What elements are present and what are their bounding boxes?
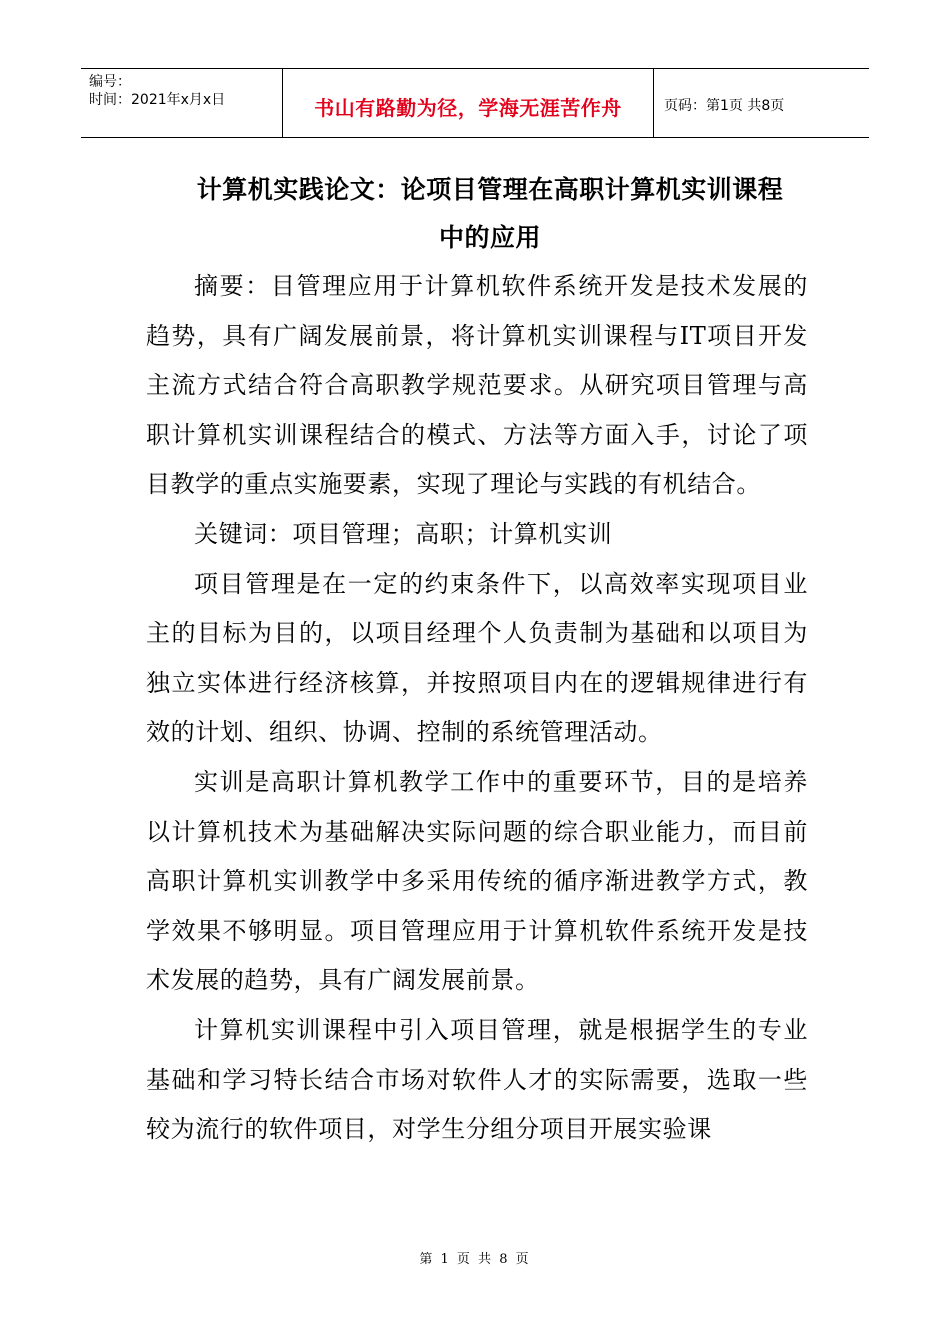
doc-title-line2: 中的应用 bbox=[438, 223, 541, 252]
header-table bbox=[81, 68, 869, 138]
header-meta-cell bbox=[81, 69, 283, 137]
page-footer: 第 1 页 共 8 页 bbox=[419, 1252, 531, 1267]
number-label: 编号： bbox=[89, 74, 131, 90]
keywords-paragraph: 关键词：项目管理；高职；计算机实训 bbox=[194, 519, 613, 548]
abstract-paragraph: 摘要：目管理应用于计算机软件系统开发是技术发展的趋势，具有广阔发展前景，将计算机实训课程与IT项目开发主流方式结合符合高职教学规范要求。从研究项目管理与高职计算机实训课程结合的模式、方法等方面入手，讨论了项目教学的重点实施要素，实现了理论与实践的有机结合。 bbox=[146, 272, 808, 499]
body-paragraph: 计算机实训课程中引入项目管理，就是根据学生的专业基础和学习特长结合市场对软件人才的实际需要，选取一些较为流行的软件项目，对学生分组分项目开展实验课 bbox=[146, 1015, 808, 1144]
document-body bbox=[146, 262, 808, 1155]
motto: 书山有路勤为径，学海无涯苦作舟 bbox=[314, 96, 622, 120]
body-paragraph: 实训是高职计算机教学工作中的重要环节，目的是培养以计算机技术为基础解决实际问题的综合职业能力，而目前高职计算机实训教学中多采用传统的循序渐进教学方式，教学效果不够明显。项目管理应用于计算机软件系统开发是技术发展的趋势，具有广阔发展前景。 bbox=[146, 767, 808, 995]
header-motto-cell bbox=[283, 69, 654, 137]
time-label: 时间：2021年x月x日 bbox=[89, 92, 226, 108]
page-info: 页码：第1页 共8页 bbox=[664, 98, 785, 114]
body-paragraph: 项目管理是在一定的约束条件下，以高效率实现项目业主的目标为目的，以项目经理个人负责制为基础和以项目为独立实体进行经济核算，并按照项目内在的逻辑规律进行有效的计划、组织、协调、控制的系统管理活动。 bbox=[146, 569, 808, 747]
doc-title-line1: 计算机实践论文：论项目管理在高职计算机实训课程 bbox=[196, 175, 784, 204]
header-page-cell bbox=[654, 69, 869, 137]
